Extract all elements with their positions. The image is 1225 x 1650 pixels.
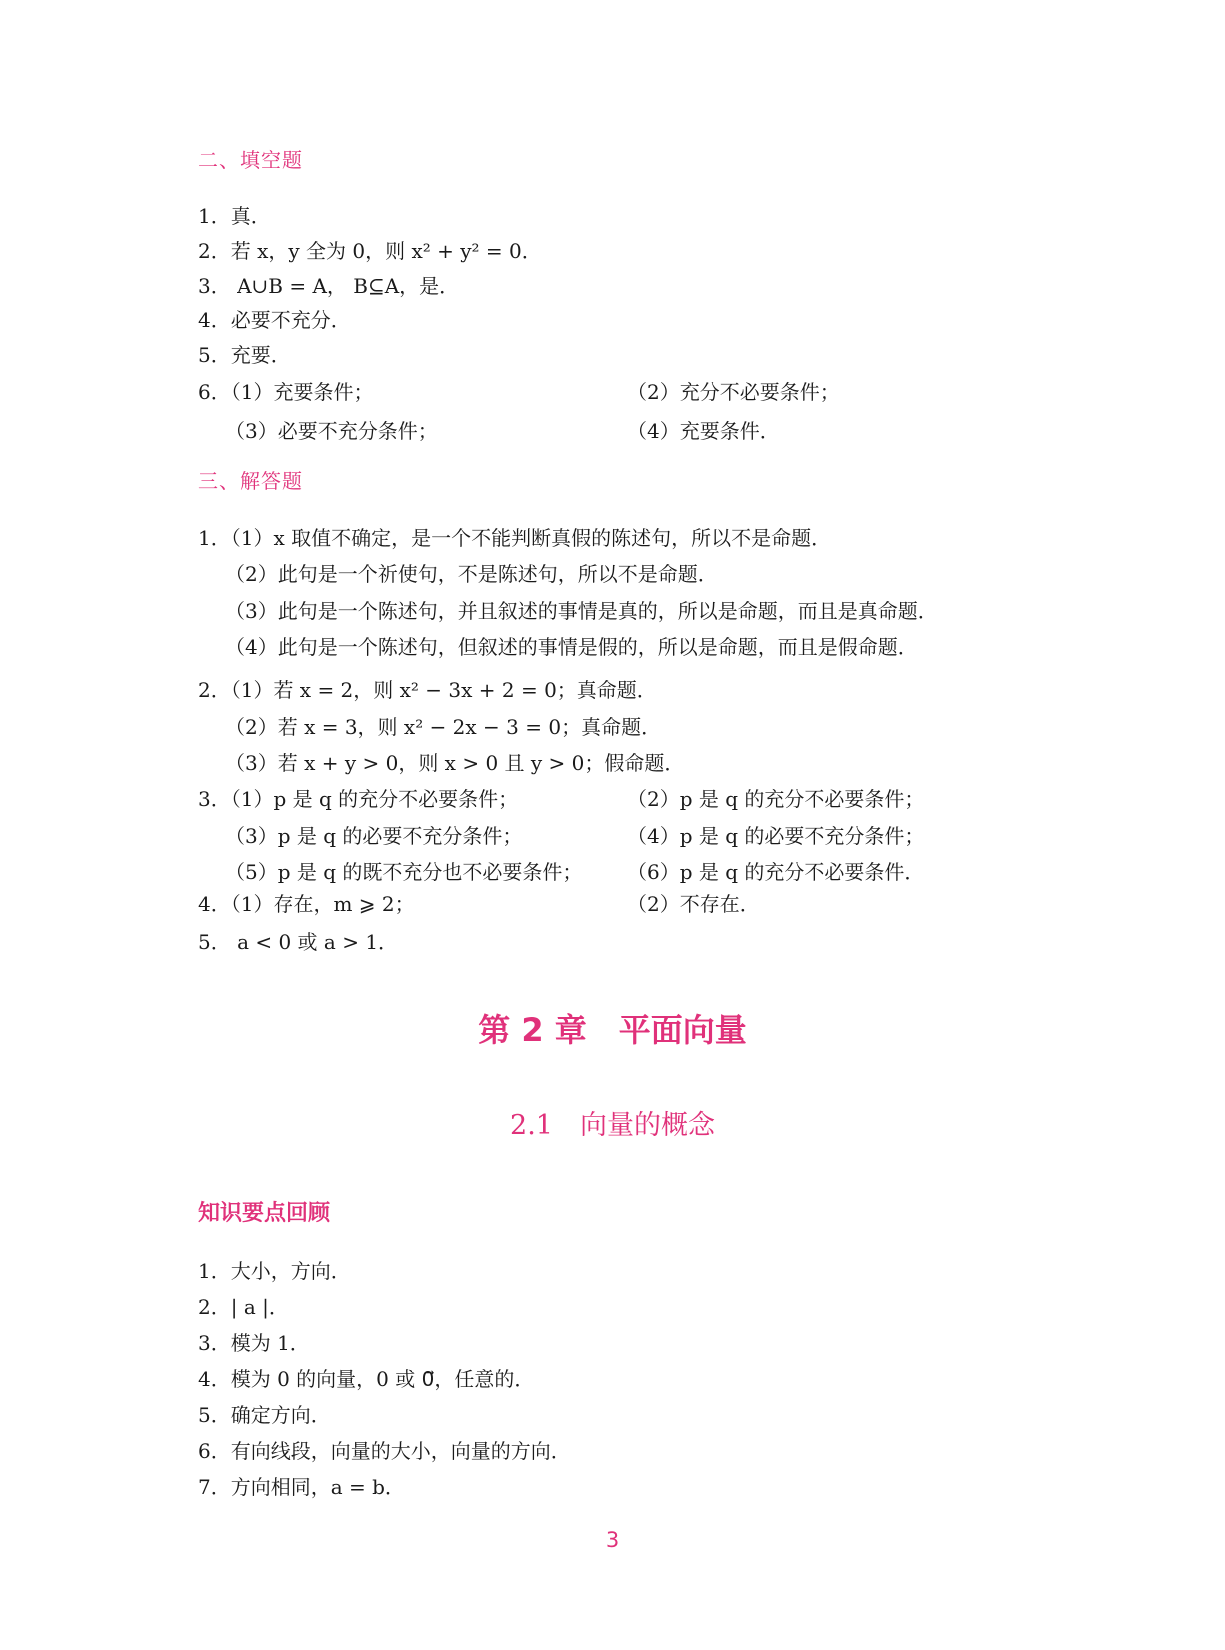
answer-4-part-2: （2）不存在． xyxy=(627,892,760,916)
answer-3-part-6: （6）p 是 q 的充分不必要条件． xyxy=(627,860,925,884)
answer-1-part-1: 1．（1）x 取值不确定，是一个不能判断真假的陈述句，所以不是命题． xyxy=(198,526,832,550)
answer-3-part-3: （3）p 是 q 的必要不充分条件； xyxy=(225,824,523,848)
answer-2-part-1: 2．（1）若 x = 2，则 x² − 3x + 2 = 0；真命题． xyxy=(198,678,657,702)
fill-item-4: 4．必要不充分． xyxy=(198,308,351,332)
fill-item-6-part-4: （4）充要条件． xyxy=(627,419,780,443)
answer-2-part-3: （3）若 x + y > 0，则 x > 0 且 y > 0；假命题． xyxy=(225,751,685,775)
review-item-6: 6．有向线段，向量的大小，向量的方向． xyxy=(198,1439,571,1463)
section-title-fill-blank: 二、填空题 xyxy=(198,148,303,172)
fill-item-3: 3． A∪B = A， B⊆A，是． xyxy=(198,274,460,298)
answer-1-part-2: （2）此句是一个祈使句，不是陈述句，所以不是命题． xyxy=(225,562,718,586)
answer-1-part-3: （3）此句是一个陈述句，并且叙述的事情是真的，所以是命题，而且是真命题． xyxy=(225,599,938,623)
answer-2-part-2: （2）若 x = 3，则 x² − 2x − 3 = 0；真命题． xyxy=(225,715,662,739)
fill-item-1: 1．真． xyxy=(198,204,271,228)
fill-item-6-part-2: （2）充分不必要条件； xyxy=(627,380,840,404)
answer-1-part-4: （4）此句是一个陈述句，但叙述的事情是假的，所以是命题，而且是假命题． xyxy=(225,635,918,659)
subsection-title: 2.1 向量的概念 xyxy=(510,1110,715,1141)
answer-4-part-1: 4．（1）存在，m ⩾ 2； xyxy=(198,892,415,916)
review-title: 知识要点回顾 xyxy=(198,1200,331,1226)
page-number: 3 xyxy=(605,1528,620,1552)
section-title-answers: 三、解答题 xyxy=(198,469,303,493)
answer-3-part-5: （5）p 是 q 的既不充分也不必要条件； xyxy=(225,860,583,884)
answer-3-part-2: （2）p 是 q 的充分不必要条件； xyxy=(627,787,925,811)
answer-3-part-4: （4）p 是 q 的必要不充分条件； xyxy=(627,824,925,848)
review-item-4: 4．模为 0 的向量，0 或 0⃗，任意的． xyxy=(198,1367,535,1391)
answer-5: 5． a < 0 或 a > 1． xyxy=(198,930,399,954)
review-item-1: 1．大小，方向． xyxy=(198,1259,351,1283)
fill-item-5: 5．充要． xyxy=(198,343,291,367)
review-item-7: 7．方向相同，a = b． xyxy=(198,1475,405,1499)
chapter-title: 第 2 章 平面向量 xyxy=(478,1011,747,1049)
review-item-5: 5．确定方向． xyxy=(198,1403,331,1427)
fill-item-2: 2．若 x，y 全为 0，则 x² + y² = 0． xyxy=(198,239,542,263)
review-item-2: 2．| a |． xyxy=(198,1295,289,1319)
review-item-3: 3．模为 1． xyxy=(198,1331,310,1355)
answer-3-part-1: 3．（1）p 是 q 的充分不必要条件； xyxy=(198,787,519,811)
fill-item-6-part-3: （3）必要不充分条件； xyxy=(225,419,438,443)
fill-item-6-part-1: 6．（1）充要条件； xyxy=(198,380,374,404)
